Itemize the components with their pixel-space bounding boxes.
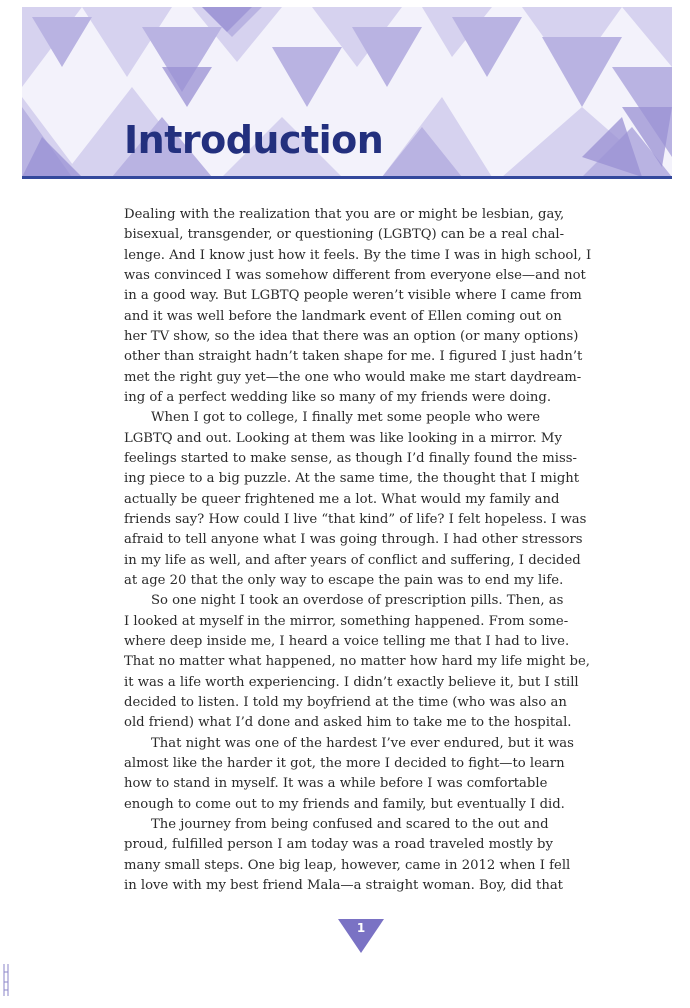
text-line: it was a life worth experiencing. I didn’t exactly believe it, but I still: [124, 674, 579, 690]
text-line: her TV show, so the idea that there was an option (or many options): [124, 328, 579, 344]
text-line: met the right guy yet—the one who would make me start daydream-: [124, 369, 582, 385]
text-line: lenge. And I know just how it feels. By the time I was in high school, I: [124, 247, 592, 263]
text-line: at age 20 that the only way to escape the pain was to end my life.: [124, 572, 564, 588]
text-line: feelings started to make sense, as though I’d finally found the miss-: [124, 450, 577, 466]
text-line: was convinced I was somehow different from everyone else—and not: [124, 267, 586, 283]
text-line: other than straight hadn’t taken shape for me. I figured I just hadn’t: [124, 349, 583, 365]
page-number: 1: [356, 921, 366, 935]
text-line: afraid to tell anyone what I was going through. I had other stressors: [124, 532, 583, 548]
text-line: in my life as well, and after years of conflict and suffering, I decided: [124, 552, 581, 568]
header-rule: [22, 176, 672, 179]
text-line: almost like the harder it got, the more I decided to fight—to learn: [124, 755, 565, 771]
text-line: So one night I took an overdose of prescription pills. Then, as: [151, 593, 564, 609]
text-line: enough to come out to my friends and family, but eventually I did.: [124, 796, 565, 812]
edge-mark: [2, 962, 10, 998]
text-line: decided to listen. I told my boyfriend at the time (who was also an: [124, 694, 567, 710]
text-line: ing of a perfect wedding like so many of my friends were doing.: [124, 389, 552, 405]
text-line: ing piece to a big puzzle. At the same time, the thought that I might: [124, 471, 580, 487]
text-line: That night was one of the hardest I’ve ever endured, but it was: [151, 735, 574, 751]
text-line: Dealing with the realization that you are or might be lesbian, gay,: [124, 207, 565, 222]
text-line: I looked at myself in the mirror, something happened. From some-: [124, 613, 569, 629]
page-title: Introduction: [124, 118, 384, 162]
text-line: where deep inside me, I heard a voice telling me that I had to live.: [124, 633, 570, 649]
text-line: in love with my best friend Mala—a straight woman. Boy, did that: [124, 877, 563, 893]
text-line: friends say? How could I live “that kind” of life? I felt hopeless. I was: [124, 511, 587, 527]
text-line: and it was well before the landmark event of Ellen coming out on: [124, 308, 562, 324]
text-line: many small steps. One big leap, however, came in 2012 when I fell: [124, 857, 571, 873]
text-line: how to stand in myself. It was a while before I was comfortable: [124, 776, 548, 792]
text-line: bisexual, transgender, or questioning (LGBTQ) can be a real chal-: [124, 227, 565, 243]
text-line: LGBTQ and out. Looking at them was like looking in a mirror. My: [124, 430, 562, 446]
text-line: old friend) what I’d done and asked him to take me to the hospital.: [124, 715, 572, 731]
text-line: That no matter what happened, no matter how hard my life might be,: [124, 654, 590, 670]
text-line: When I got to college, I finally met some people who were: [151, 410, 541, 426]
text-line: The journey from being confused and scared to the out and: [151, 816, 549, 832]
text-line: actually be queer frightened me a lot. What would my family and: [124, 491, 560, 507]
text-line: proud, fulfilled person I am today was a road traveled mostly by: [124, 837, 553, 853]
body-text: [124, 205, 592, 896]
text-line: in a good way. But LGBTQ people weren’t visible where I came from: [124, 288, 582, 304]
